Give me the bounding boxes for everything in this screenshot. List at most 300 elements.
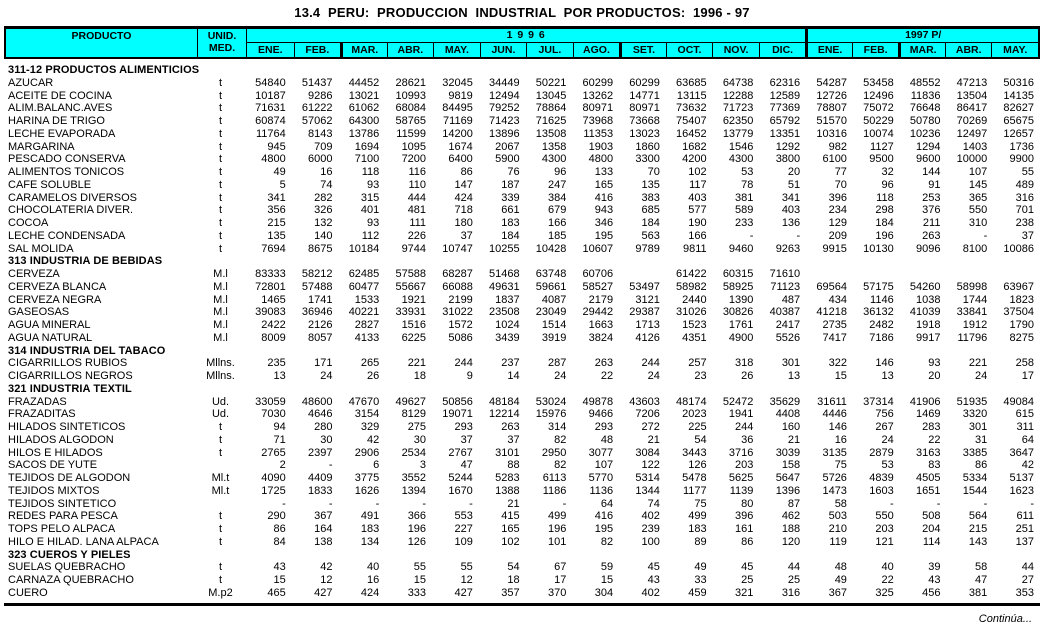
- section-row: [4, 383, 1040, 396]
- value-cell: 10187: [255, 89, 286, 102]
- unit-cell: Ud.: [211, 408, 230, 421]
- value-cell: 9263: [775, 242, 801, 255]
- month-header-1996-abr: ABR.: [387, 43, 434, 57]
- value-cell: 325: [875, 586, 894, 599]
- value-cell: 424: [454, 191, 473, 204]
- value-cell: 51: [787, 178, 801, 191]
- value-cell: 75: [694, 497, 707, 510]
- value-cell: 91: [928, 178, 941, 191]
- value-cell: 8143: [308, 127, 333, 140]
- value-cell: 1626: [354, 484, 380, 497]
- unit-cell: M.l: [213, 280, 228, 293]
- product-name: LECHE EVAPORADA: [8, 127, 116, 140]
- value-cell: 2126: [308, 319, 333, 331]
- value-cell: 21: [647, 433, 660, 446]
- value-cell: 48174: [676, 395, 707, 408]
- value-cell: 190: [688, 217, 707, 229]
- value-cell: 70: [647, 166, 660, 178]
- value-cell: 615: [1015, 408, 1034, 421]
- value-cell: 137: [1015, 535, 1034, 548]
- value-cell: 60315: [722, 268, 754, 280]
- value-cell: 75407: [676, 115, 707, 127]
- table-row: [4, 141, 1040, 154]
- value-cell: 709: [314, 140, 333, 153]
- value-cell: 13: [787, 370, 801, 382]
- value-cell: 4087: [541, 293, 567, 306]
- value-cell: 3320: [962, 408, 988, 421]
- value-cell: 401: [360, 204, 380, 217]
- value-cell: 209: [828, 229, 847, 242]
- value-cell: 60874: [255, 115, 286, 127]
- value-cell: -: [328, 497, 333, 510]
- value-cell: 3919: [541, 331, 567, 344]
- value-cell: 43: [928, 574, 941, 586]
- unit-cell: Mllns.: [206, 370, 235, 382]
- value-cell: 122: [641, 459, 660, 472]
- value-cell: 1186: [542, 484, 567, 497]
- value-cell: 196: [407, 523, 427, 535]
- value-cell: 16: [367, 574, 380, 586]
- value-cell: 3800: [775, 153, 801, 166]
- value-cell: 65675: [1003, 115, 1034, 127]
- product-name: SUELAS QUEBRACHO: [8, 561, 126, 574]
- product-name: ALIMENTOS TONICOS: [8, 166, 125, 178]
- value-cell: 10074: [863, 127, 894, 140]
- value-cell: 60706: [582, 268, 614, 280]
- value-cell: 37: [507, 433, 520, 446]
- table-row: [4, 434, 1040, 447]
- value-cell: 20: [787, 166, 801, 178]
- product-name: ALIM.BALANC.AVES: [8, 102, 113, 115]
- table-row: [4, 408, 1040, 421]
- value-cell: 3084: [635, 446, 660, 459]
- value-cell: 12494: [488, 89, 520, 102]
- value-cell: 353: [1015, 586, 1034, 599]
- value-cell: 58: [974, 561, 988, 574]
- value-cell: 1139: [729, 484, 754, 497]
- unit-cell: M.l: [213, 306, 228, 319]
- table-row: [4, 306, 1040, 319]
- unit-cell: t: [218, 140, 223, 153]
- section-row: [4, 549, 1040, 562]
- value-cell: 145: [968, 178, 988, 191]
- value-cell: 4300: [541, 153, 567, 166]
- value-cell: 3385: [962, 446, 988, 459]
- value-cell: 1921: [401, 293, 427, 306]
- value-cell: 1663: [588, 319, 614, 331]
- value-cell: 577: [688, 204, 707, 217]
- table-row: [4, 217, 1040, 230]
- value-cell: 79252: [488, 102, 520, 115]
- month-header-1996-dic: DIC.: [759, 43, 806, 57]
- unit-cell: t: [218, 574, 223, 586]
- value-cell: 376: [922, 204, 941, 217]
- value-cell: 1741: [308, 293, 333, 306]
- value-cell: 50856: [442, 395, 473, 408]
- value-cell: 10255: [488, 242, 520, 255]
- product-name: TOPS PELO ALPACA: [8, 523, 116, 535]
- table-row: [4, 230, 1040, 243]
- value-cell: -: [749, 229, 754, 242]
- value-cell: 10993: [395, 89, 427, 102]
- value-cell: 13: [881, 370, 894, 382]
- value-cell: 8009: [261, 331, 286, 344]
- value-cell: 3121: [635, 293, 660, 306]
- value-cell: 2950: [541, 446, 567, 459]
- value-cell: [946, 268, 993, 281]
- value-cell: 75: [834, 459, 847, 472]
- unit-cell: t: [218, 242, 223, 255]
- value-cell: 165: [501, 523, 520, 535]
- value-cell: 234: [828, 204, 847, 217]
- value-cell: 12589: [769, 89, 801, 102]
- value-cell: 1533: [354, 293, 380, 306]
- value-cell: 370: [547, 586, 567, 599]
- value-cell: 40: [881, 561, 894, 574]
- value-cell: 1918: [915, 319, 941, 331]
- value-cell: 58998: [956, 280, 988, 293]
- value-cell: 4409: [308, 472, 333, 484]
- value-cell: 15: [413, 574, 427, 586]
- product-name: HILADOS SINTETICOS: [8, 421, 126, 433]
- value-cell: 2: [279, 459, 286, 472]
- value-cell: 48: [600, 433, 614, 446]
- value-cell: 4446: [822, 408, 847, 421]
- value-cell: 71: [273, 433, 286, 446]
- value-cell: 93: [928, 357, 941, 370]
- value-cell: 403: [781, 204, 801, 217]
- value-cell: 3: [419, 459, 427, 472]
- value-cell: 3101: [495, 446, 520, 459]
- product-name: SAL MOLIDA: [8, 242, 74, 255]
- value-cell: -: [890, 497, 894, 510]
- table-row: [4, 243, 1040, 256]
- value-cell: 10747: [442, 242, 473, 255]
- section-label: 323 CUEROS Y PIELES: [8, 548, 131, 561]
- value-cell: 756: [875, 408, 894, 421]
- value-cell: 60477: [348, 280, 380, 293]
- value-cell: 298: [875, 204, 894, 217]
- value-cell: 13786: [348, 127, 380, 140]
- value-cell: 7694: [261, 242, 286, 255]
- value-cell: 37: [1021, 229, 1034, 242]
- value-cell: 357: [501, 586, 520, 599]
- value-cell: -: [796, 229, 801, 242]
- product-name: HILO E HILAD. LANA ALPACA: [8, 535, 159, 548]
- month-header-1996-may: MAY.: [433, 43, 480, 57]
- value-cell: [853, 268, 900, 281]
- value-cell: -: [562, 497, 567, 510]
- value-cell: 50229: [863, 115, 894, 127]
- value-cell: 459: [688, 586, 707, 599]
- value-cell: 49878: [582, 395, 614, 408]
- product-name: CERVEZA NEGRA: [8, 293, 102, 306]
- value-cell: 43: [273, 561, 286, 574]
- value-cell: 51468: [488, 268, 520, 280]
- value-cell: 293: [454, 421, 473, 433]
- product-name: TEJIDOS SINTETICO: [8, 497, 117, 510]
- value-cell: 503: [828, 510, 847, 523]
- unit-cell: Ml.t: [211, 472, 230, 484]
- value-cell: 31611: [817, 395, 847, 408]
- value-cell: 381: [735, 191, 754, 204]
- table-row: [4, 332, 1040, 345]
- value-cell: 195: [594, 229, 614, 242]
- value-cell: 111: [409, 217, 427, 229]
- value-cell: 263: [594, 357, 614, 370]
- value-cell: 32: [881, 166, 894, 178]
- col-header-unid-line1: UNID.: [207, 30, 237, 42]
- value-cell: 20: [928, 370, 941, 382]
- value-cell: 185: [547, 229, 567, 242]
- col-header-producto: PRODUCTO: [6, 29, 198, 57]
- value-cell: 356: [267, 204, 286, 217]
- value-cell: 329: [360, 421, 380, 433]
- value-cell: 1744: [962, 293, 988, 306]
- value-cell: 1572: [448, 319, 473, 331]
- value-cell: 1523: [682, 319, 707, 331]
- value-cell: 164: [314, 523, 333, 535]
- value-cell: 611: [1016, 510, 1034, 523]
- value-cell: 184: [501, 229, 520, 242]
- month-header-1997-mar: MAR.: [898, 43, 945, 57]
- value-cell: 3647: [1009, 446, 1034, 459]
- value-cell: 187: [501, 178, 520, 191]
- value-cell: 183: [501, 217, 520, 229]
- value-cell: 64300: [348, 115, 380, 127]
- value-cell: 311: [1016, 421, 1034, 433]
- product-name: REDES PARA PESCA: [8, 510, 118, 523]
- value-cell: 44452: [348, 76, 380, 89]
- value-cell: 416: [594, 510, 614, 523]
- value-cell: 2735: [822, 319, 847, 331]
- value-cell: 51570: [816, 115, 847, 127]
- value-cell: 339: [501, 191, 520, 204]
- value-cell: 427: [314, 586, 333, 599]
- month-header-1996-nov: NOV.: [712, 43, 759, 57]
- value-cell: 54260: [909, 280, 941, 293]
- value-cell: 280: [314, 421, 333, 433]
- value-cell: 1403: [962, 140, 988, 153]
- value-cell: 211: [922, 217, 941, 229]
- value-cell: 1465: [261, 293, 286, 306]
- table-row: [4, 447, 1040, 460]
- value-cell: 341: [267, 191, 286, 204]
- value-cell: 1294: [915, 140, 941, 153]
- product-name: SACOS DE YUTE: [8, 459, 98, 472]
- table-row: [4, 523, 1040, 536]
- unit-cell: M.l: [213, 331, 228, 344]
- value-cell: 7100: [354, 153, 380, 166]
- value-cell: 40387: [769, 306, 801, 319]
- value-cell: 119: [829, 535, 847, 548]
- value-cell: 65792: [769, 115, 801, 127]
- value-cell: 679: [547, 204, 567, 217]
- value-cell: 58527: [582, 280, 614, 293]
- value-cell: 1725: [261, 484, 286, 497]
- value-cell: 49: [273, 166, 286, 178]
- value-cell: 6100: [822, 153, 847, 166]
- value-cell: 83: [928, 459, 941, 472]
- value-cell: 3775: [354, 472, 380, 484]
- value-cell: 24: [974, 370, 988, 382]
- month-header-1997-abr: ABR.: [945, 43, 992, 57]
- value-cell: 96: [881, 178, 894, 191]
- value-cell: 61062: [348, 102, 380, 115]
- value-cell: 48552: [909, 76, 941, 89]
- value-cell: 58212: [301, 268, 333, 280]
- value-cell: 13: [273, 370, 286, 382]
- product-name: CARAMELOS DIVERSOS: [8, 191, 137, 204]
- value-cell: 1941: [728, 408, 754, 421]
- value-cell: 1623: [1009, 484, 1034, 497]
- value-cell: 48: [834, 561, 847, 574]
- product-name: CHOCOLATERIA DIVER.: [8, 204, 134, 217]
- value-cell: 129: [828, 217, 847, 229]
- value-cell: 1516: [401, 319, 427, 331]
- value-cell: 5086: [448, 331, 473, 344]
- value-cell: 322: [828, 357, 847, 370]
- col-group-1997: 1997 P/: [805, 29, 1038, 43]
- value-cell: -: [422, 497, 427, 510]
- value-cell: 76648: [909, 102, 941, 115]
- value-cell: 64: [600, 497, 614, 510]
- value-cell: 1603: [869, 484, 894, 497]
- value-cell: 64: [1021, 433, 1034, 446]
- value-cell: 136: [781, 217, 801, 229]
- value-cell: 1344: [635, 484, 660, 497]
- value-cell: 290: [267, 510, 286, 523]
- value-cell: 60299: [582, 76, 614, 89]
- value-cell: 43: [647, 574, 660, 586]
- value-cell: 685: [641, 204, 660, 217]
- value-cell: 456: [922, 586, 941, 599]
- unit-cell: t: [218, 191, 223, 204]
- product-name: AGUA MINERAL: [8, 319, 91, 331]
- value-cell: 4351: [682, 331, 707, 344]
- value-cell: [900, 268, 947, 281]
- product-name: CIGARRILLOS RUBIOS: [8, 357, 128, 370]
- value-cell: 1292: [775, 140, 801, 153]
- value-cell: 564: [968, 510, 988, 523]
- value-cell: 57488: [301, 280, 333, 293]
- value-cell: 71123: [770, 280, 801, 293]
- value-cell: 9819: [448, 89, 473, 102]
- section-label: 313 INDUSTRIA DE BEBIDAS: [8, 255, 163, 268]
- value-cell: 63967: [1003, 280, 1034, 293]
- value-cell: 102: [501, 535, 520, 548]
- product-name: CARNAZA QUEBRACHO: [8, 574, 134, 586]
- month-header-1996-jun: JUN.: [480, 43, 527, 57]
- unit-cell: t: [218, 217, 223, 229]
- value-cell: 2482: [869, 319, 894, 331]
- value-cell: 2199: [448, 293, 473, 306]
- value-cell: 6400: [448, 153, 473, 166]
- value-cell: 239: [641, 523, 660, 535]
- value-cell: 36132: [863, 306, 894, 319]
- value-cell: 1095: [401, 140, 427, 153]
- value-cell: -: [328, 459, 333, 472]
- value-cell: 16452: [676, 127, 707, 140]
- value-cell: 51437: [301, 76, 333, 89]
- value-cell: 6: [373, 459, 380, 472]
- product-name: AGUA NATURAL: [8, 331, 93, 344]
- value-cell: 118: [876, 191, 894, 204]
- value-cell: 22: [928, 433, 941, 446]
- value-cell: 1546: [728, 140, 754, 153]
- value-cell: 7417: [822, 331, 847, 344]
- value-cell: 19071: [442, 408, 473, 421]
- unit-cell: t: [218, 204, 223, 217]
- value-cell: 29442: [582, 306, 614, 319]
- value-cell: 321: [735, 586, 754, 599]
- value-cell: 11764: [255, 127, 286, 140]
- value-cell: 13115: [676, 89, 707, 102]
- value-cell: 1694: [354, 140, 380, 153]
- value-cell: 72801: [255, 280, 286, 293]
- value-cell: 74: [647, 497, 660, 510]
- value-cell: 287: [547, 357, 567, 370]
- value-cell: 83333: [255, 268, 286, 280]
- section-row: [4, 345, 1040, 358]
- value-cell: 47: [974, 574, 988, 586]
- value-cell: 661: [501, 204, 520, 217]
- value-cell: 233: [735, 217, 754, 229]
- value-cell: 42: [367, 433, 380, 446]
- value-cell: 18: [507, 574, 520, 586]
- value-cell: 3154: [354, 408, 380, 421]
- value-cell: 489: [1015, 178, 1034, 191]
- value-cell: 13262: [582, 89, 614, 102]
- value-cell: 4839: [869, 472, 894, 484]
- value-cell: 499: [547, 510, 567, 523]
- value-cell: 84: [273, 535, 286, 548]
- value-cell: 64738: [722, 76, 754, 89]
- value-cell: 225: [688, 421, 707, 433]
- value-cell: 43603: [629, 395, 660, 408]
- value-cell: 13021: [348, 89, 380, 102]
- value-cell: -: [983, 229, 988, 242]
- value-cell: 3439: [495, 331, 520, 344]
- value-cell: 53497: [629, 280, 660, 293]
- value-cell: 247: [547, 178, 567, 191]
- value-cell: 13023: [629, 127, 660, 140]
- table-row: [4, 574, 1040, 587]
- value-cell: 215: [267, 217, 286, 229]
- table-row: [4, 294, 1040, 307]
- value-cell: 253: [922, 191, 941, 204]
- value-cell: 550: [875, 510, 894, 523]
- value-cell: 22: [881, 574, 894, 586]
- value-cell: 49: [834, 574, 847, 586]
- product-name: LECHE CONDENSADA: [8, 229, 126, 242]
- product-name: GASEOSAS: [8, 306, 70, 319]
- value-cell: [993, 268, 1040, 281]
- value-cell: 82627: [1003, 102, 1034, 115]
- value-cell: 221: [407, 357, 427, 370]
- value-cell: 82: [600, 535, 614, 548]
- value-cell: 8275: [1009, 331, 1034, 344]
- value-cell: 982: [828, 140, 847, 153]
- value-cell: 383: [641, 191, 660, 204]
- value-cell: 117: [689, 178, 707, 191]
- value-cell: 4133: [354, 331, 380, 344]
- month-header-1996-mar: MAR.: [340, 43, 387, 57]
- value-cell: 396: [735, 510, 754, 523]
- value-cell: 54: [507, 561, 520, 574]
- value-cell: 315: [360, 191, 380, 204]
- value-cell: 5900: [495, 153, 520, 166]
